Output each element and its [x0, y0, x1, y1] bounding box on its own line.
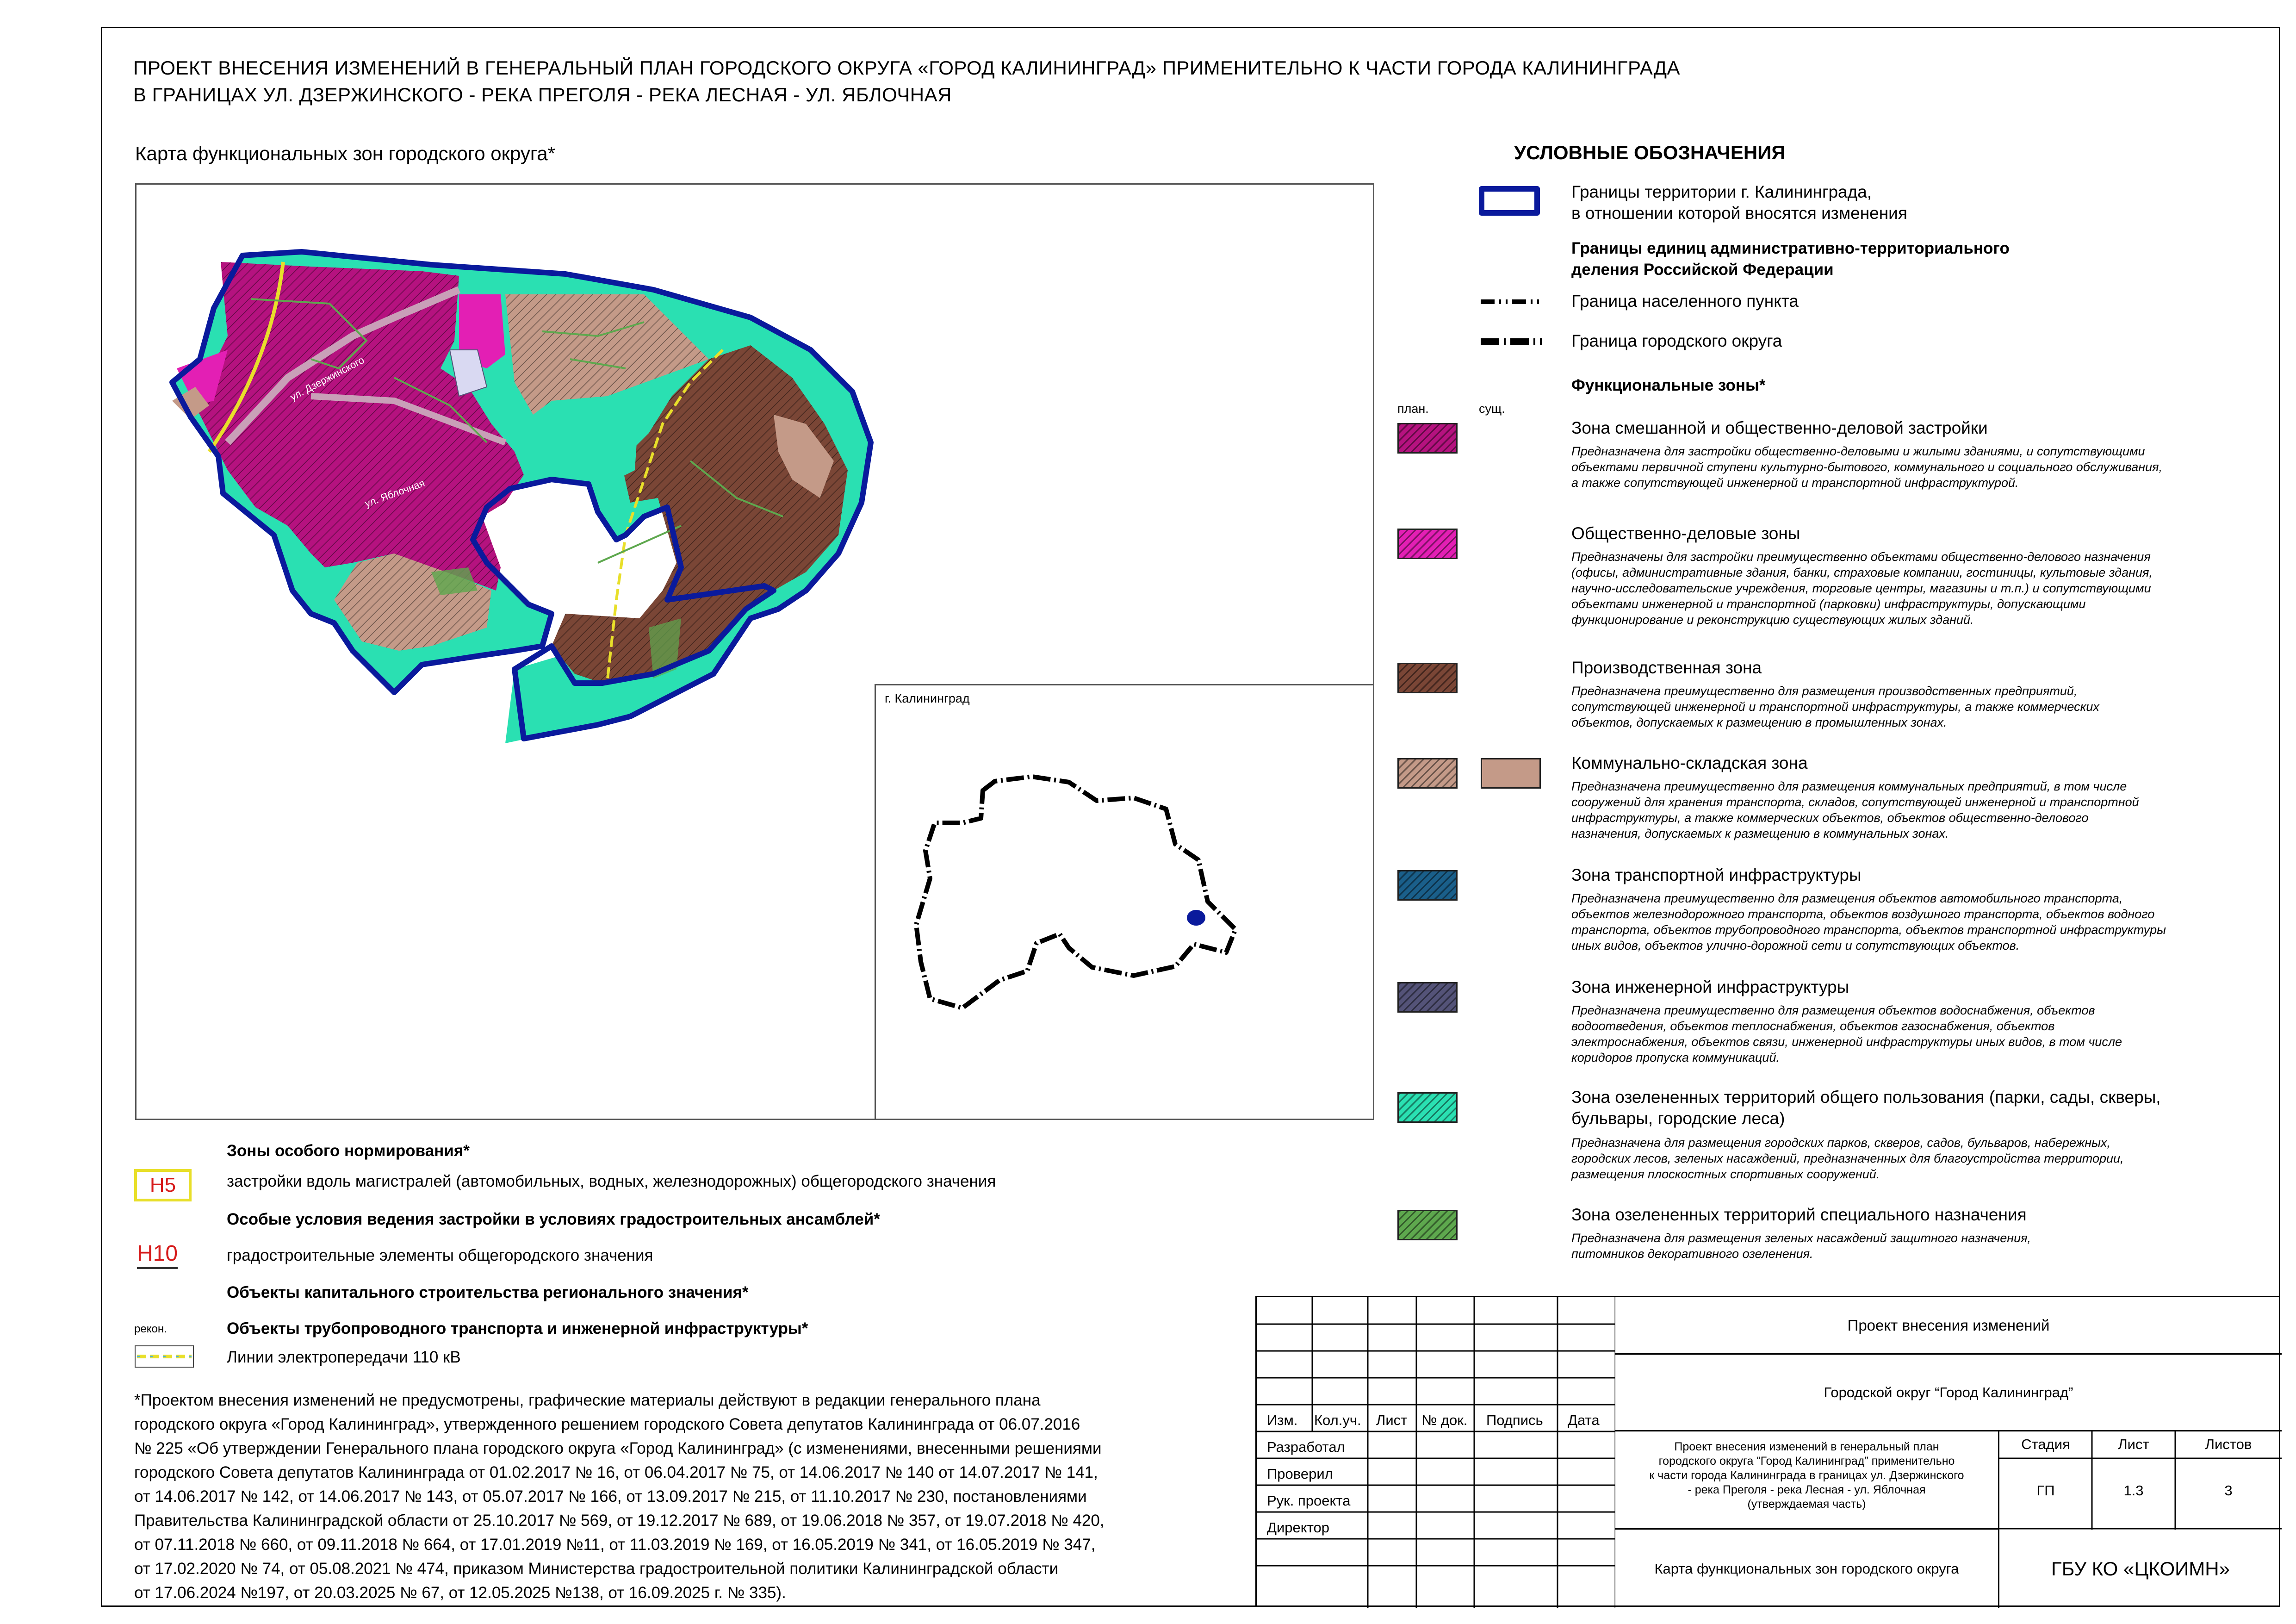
col-kol: Кол.уч. — [1314, 1412, 1361, 1428]
project-area-marker — [1187, 910, 1205, 926]
h5-symbol: Н5 — [134, 1169, 192, 1201]
stamp-desc-line: Проект внесения изменений в генеральный план — [1674, 1440, 1939, 1453]
zone-label: Зона смешанной и общественно-деловой застройки — [1571, 418, 1988, 437]
stamp-right — [1615, 1297, 2282, 1608]
h10-label: градостроительные элементы общегородского значения — [227, 1246, 653, 1264]
header-title — [133, 55, 1753, 108]
special-zones-heading: Зоны особого нормирования* — [227, 1142, 470, 1160]
col-exist-label: сущ. — [1479, 402, 1505, 416]
zone-description-line: Предназначена преимущественно для размещения коммунальных предприятий, в том числе — [1571, 779, 2127, 793]
zone-description-line: научно-исследовательские учреждения, торговые центры, магазины и т.п.) и сопутствующими — [1571, 581, 2151, 595]
zone-swatch-plan — [1397, 423, 1458, 454]
stage-value: ГП — [2036, 1482, 2055, 1499]
footnote-line: от 17.06.2024 №197, от 20.03.2025 № 67, от 12.05.2025 №138, от 16.09.2025 г. № 335). — [134, 1584, 786, 1602]
zone-label-2: бульвары, городские леса) — [1571, 1109, 1785, 1128]
sheet-label: Лист — [2118, 1436, 2149, 1452]
col-list: Лист — [1376, 1412, 1408, 1428]
street-label-yablochnaya: ул. Яблочная — [363, 477, 427, 510]
sheets-label: Листов — [2205, 1436, 2252, 1452]
zone-description-line: Предназначена для застройки общественно-деловыми и жилыми зданиями, и сопутствующими — [1571, 444, 2145, 458]
zone-label: Зона транспортной инфраструктуры — [1571, 865, 1862, 884]
zone-label: Общественно-деловые зоны — [1571, 524, 1800, 543]
role-director: Директор — [1267, 1519, 1330, 1536]
powerline-label: Линии электропередачи 110 кВ — [227, 1348, 461, 1366]
inset-label: г. Калининград — [885, 691, 970, 705]
zone-description-line: коридоров пропуска коммуникаций. — [1571, 1051, 1780, 1064]
footnote-line: от 14.06.2017 № 142, от 14.06.2017 № 143, от 05.07.2017 № 166, от 13.09.2017 № 215, от 11.10.2017 № 230, постановлениями — [134, 1487, 1087, 1506]
stamp-district: Городской округ “Город Калининград” — [1615, 1355, 2282, 1431]
footnote-line: городского Совета депутатов Калининграда от 01.02.2017 № 16, от 06.04.2017 № 75, от 14.06.2017 № 140 от 14.07.2017 № 141, — [134, 1463, 1098, 1481]
zone-description-line: электроснабжения, объектов связи, инженерной инфраструктуры иных видов, в том числе — [1571, 1035, 2122, 1049]
h10-symbol: Н10 — [137, 1240, 178, 1269]
settlement-border-label: Граница населенного пункта — [1571, 292, 1799, 311]
zone-description-line: инфраструктуры, а также коммерческих объектов, объектов общественно-делового — [1571, 811, 2089, 825]
boundary-swatch — [1479, 186, 1540, 216]
zone-swatch-plan — [1397, 529, 1458, 559]
zone-description-line: Предназначена преимущественно для размещения производственных предприятий, — [1571, 684, 2078, 698]
zone-description-line: водоотведения, объектов теплоснабжения, объектов газоснабжения, объектов — [1571, 1019, 2055, 1033]
regional-heading: Объекты капитального строительства регионального значения* — [227, 1283, 749, 1301]
footnote-line: от 07.11.2018 № 660, от 09.11.2018 № 664, от 17.01.2019 №11, от 11.03.2019 № 169, от 16.05.2019 № 341, от 16.05.2019 № 347, — [134, 1536, 1096, 1554]
role-head: Рук. проекта — [1267, 1493, 1351, 1509]
title-block — [1255, 1296, 2280, 1607]
pipeline-heading: Объекты трубопроводного транспорта и инженерной инфраструктуры* — [227, 1319, 808, 1338]
powerline-symbol — [134, 1345, 194, 1368]
zone-swatch-existing — [1481, 758, 1541, 789]
zone-swatch-plan — [1397, 663, 1458, 693]
city-boundary-outline — [916, 777, 1235, 1008]
stamp-desc-line: - река Преголя - река Лесная - ул. Яблочная — [1688, 1483, 1926, 1496]
zone-description-line: городских лесов, зеленых насаждений, предназначенных для благоустройства территории, — [1571, 1151, 2124, 1165]
col-date: Дата — [1568, 1412, 1600, 1428]
zone-swatch-plan — [1397, 1092, 1458, 1123]
zone-description-line: транспорта, объектов трубопроводного транспорта, объектов транспортной инфраструктуры — [1571, 923, 2166, 937]
zone-description-line: назначения, допускаемых к размещению в коммунальных зонах. — [1571, 827, 1949, 840]
zone-label: Зона озелененных территорий специального назначения — [1571, 1205, 2027, 1224]
stamp-desc-line: к части города Калининграда в границах ул. Дзержинского — [1649, 1469, 1964, 1482]
zone-label: Коммунально-складская зона — [1571, 753, 1808, 772]
stamp-desc-line: городского округа “Город Калининград” применительно — [1658, 1455, 1955, 1468]
zone-description-line: (офисы, административные здания, банки, страховые компании, гостиницы, культовые здания, — [1571, 566, 2153, 579]
zone-description-line: питомников декоративного озеленения. — [1571, 1247, 1813, 1261]
zone-swatch-plan — [1397, 870, 1458, 901]
boundary-label-1: Границы территории г. Калининграда, — [1571, 182, 1872, 201]
col-plan-label: план. — [1397, 402, 1429, 416]
sheets-value: 3 — [2224, 1482, 2233, 1499]
legend-title: УСЛОВНЫЕ ОБОЗНАЧЕНИЯ — [1514, 142, 1786, 163]
zone-label: Зона инженерной инфраструктуры — [1571, 977, 1849, 996]
admin-heading-2: деления Российской Федерации — [1571, 261, 1834, 279]
zone-swatch-plan — [1397, 758, 1458, 789]
zone-description-line: Предназначена для размещения зеленых насаждений защитного назначения, — [1571, 1231, 2031, 1245]
zone-swatch-plan — [1397, 982, 1458, 1013]
zone-description-line: Предназначены для застройки преимущественно объектами общественно-делового назначения — [1571, 550, 2151, 564]
stamp-desc-line: (утверждаемая часть) — [1747, 1498, 1866, 1511]
col-izm: Изм. — [1267, 1412, 1298, 1428]
footnote-line: городского округа «Город Калининград», утвержденного решением городского Совета депутатов Калининграда от 06.07.2016 — [134, 1415, 1080, 1433]
recon-label: рекон. — [134, 1323, 167, 1335]
stamp-sheet-title: Карта функциональных зон городского округа — [1615, 1530, 1999, 1608]
inset-map[interactable] — [875, 684, 1374, 1120]
h5-label: застройки вдоль магистралей (автомобильных, водных, железнодорожных) общегородского значения — [227, 1172, 996, 1190]
zone-description-line: объектов железнодорожного транспорта, объектов воздушного транспорта, объектов водного — [1571, 907, 2155, 921]
footnote-line: от 17.02.2020 № 74, от 05.08.2021 № 474, приказом Министерства градостроительной политики Калининградской области — [134, 1560, 1059, 1578]
col-sign: Подпись — [1486, 1412, 1543, 1428]
zone-description-line: Предназначена преимущественно для размещения объектов водоснабжения, объектов — [1571, 1003, 2095, 1017]
boundary-label-2: в отношении которой вносятся изменения — [1571, 204, 1907, 223]
zone-description-line: объектов, допускаемых к размещению в промышленных зонах. — [1571, 716, 1947, 729]
stage-label: Стадия — [2021, 1436, 2070, 1452]
footnote-line: *Проектом внесения изменений не предусмотрены, графические материалы действуют в редакции генерального плана — [134, 1391, 1041, 1409]
sheet-value: 1.3 — [2123, 1482, 2144, 1499]
ensembles-heading: Особые условия ведения застройки в условиях градостроительных ансамблей* — [227, 1210, 880, 1228]
zone-description-line: иных видов, объектов улично-дорожной сети и сопутствующих объектов. — [1571, 939, 2020, 952]
zone-description-line: а также сопутствующей инженерной и транспортной инфраструктурой. — [1571, 476, 2019, 490]
zone-label: Производственная зона — [1571, 658, 1762, 677]
street-label-dzerzhinskogo: ул. Дзержинского — [288, 354, 366, 403]
zone-description-line: сооружений для хранения транспорта, складов, сопутствующей инженерной и транспортной — [1571, 795, 2139, 809]
zone-swatch-plan — [1397, 1210, 1458, 1240]
border-symbols — [1479, 292, 1544, 356]
stamp-project-type: Проект внесения изменений — [1615, 1297, 2282, 1355]
footnote-line: № 225 «Об утверждении Генерального плана городского округа «Город Калининград» (с изменениями, внесенными решениями — [134, 1439, 1102, 1457]
district-border-label: Граница городского округа — [1571, 331, 1782, 350]
zone-description-line: объектами первичной ступени культурно-бытового, коммунального и социального обслуживания, — [1571, 460, 2163, 474]
role-checker: Проверил — [1267, 1466, 1333, 1482]
header-line-1: ПРОЕКТ ВНЕСЕНИЯ ИЗМЕНЕНИЙ В ГЕНЕРАЛЬНЫЙ ПЛАН ГОРОДСКОГО ОКРУГА «ГОРОД КАЛИНИНГРАД» ПРИМЕНИТЕЛЬНО К ЧАСТИ ГОРОДА КАЛИНИНГРАДА — [133, 57, 1681, 79]
zone-description-line: Предназначена преимущественно для размещения объектов автомобильного транспорта, — [1571, 891, 2123, 905]
admin-heading-1: Границы единиц административно-территориального — [1571, 239, 2010, 257]
zone-description-line: функционирование и реконструкцию существующих жилых зданий. — [1571, 613, 1974, 627]
zone-description-line: Предназначена для размещения городских парков, скверов, садов, бульваров, набережных, — [1571, 1136, 2110, 1150]
zone-description-line: размещения плоскостных спортивных сооружений. — [1571, 1167, 1880, 1181]
stamp-org: ГБУ КО «ЦКОИМН» — [2051, 1558, 2230, 1580]
footnote — [134, 1388, 1245, 1605]
zones-heading: Функциональные зоны* — [1571, 376, 1766, 394]
header-line-2: В ГРАНИЦАХ УЛ. ДЗЕРЖИНСКОГО - РЕКА ПРЕГОЛЯ - РЕКА ЛЕСНАЯ - УЛ. ЯБЛОЧНАЯ — [133, 84, 952, 106]
stamp-project-desc — [1615, 1431, 1999, 1530]
col-doc: № док. — [1421, 1412, 1468, 1428]
map-title: Карта функциональных зон городского округа* — [135, 143, 555, 164]
zone-description-line: сопутствующей инженерной и транспортной инфраструктуры, а также коммерческих — [1571, 700, 2099, 714]
zone-label: Зона озелененных территорий общего пользования (парки, сады, скверы, — [1571, 1088, 2161, 1107]
footnote-line: Правительства Калининградской области от 25.10.2017 № 569, от 19.12.2017 № 689, от 19.06.2018 № 357, от 19.07.2018 № 420, — [134, 1512, 1105, 1530]
role-developer: Разработал — [1267, 1439, 1345, 1455]
zone-description-line: объектами инженерной и транспортной (парковки) инфраструктуры, допускающими — [1571, 597, 2086, 611]
